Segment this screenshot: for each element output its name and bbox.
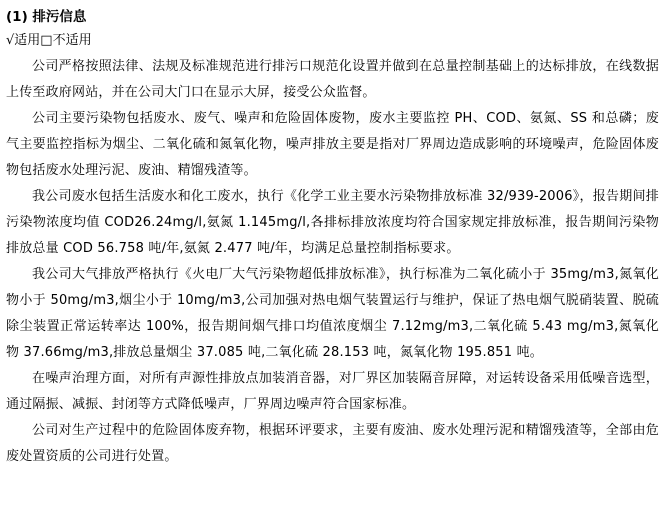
paragraph-air-emissions: 我公司大气排放严格执行《火电厂大气污染物超低排放标准》，执行标准为二氧化硫小于 35mg/m3,氮氧化物小于 50mg/m3,烟尘小于 10mg/m3,公司加强对热电烟气装置运行与维护，保证了热电烟气脱硝装置、脱硫除尘装置正常运转率达 100%，报告期间烟气排口均值浓度烟尘 7.12mg/m3,二氧化硫 5.43 mg/m3,氮氧化物 37.66mg/m3,排放总量烟尘 37.085 吨,二氧化硫 28.153 吨，氮氧化物 195.851 吨。 [6, 267, 659, 360]
section-heading: (1) 排污信息 [6, 9, 87, 25]
paragraph-hazardous-waste: 公司对生产过程中的危险固体废弃物，根据环评要求，主要有废油、废水处理污泥和精馏残渣等，全部由危废处置资质的公司进行处置。 [6, 423, 659, 464]
paragraph-noise-control: 在噪声治理方面，对所有声源性排放点加装消音器，对厂界区加装隔音屏障，对运转设备采用低噪音选型，通过隔振、减振、封闭等方式降低噪声，厂界周边噪声符合国家标准。 [6, 371, 659, 412]
applicability-checkbox-line: √适用□不适用 [6, 33, 92, 48]
paragraph-wastewater: 我公司废水包括生活废水和化工废水，执行《化学工业主要水污染物排放标准 32/939-2006》，报告期间排污染物浓度均值 COD26.24mg/l,氨氮 1.145mg/l,各排标排放浓度均符合国家规定排放标准，报告期间污染物排放总量 COD 56.758 吨/年,氨氮 2.477 吨/年，均满足总量控制指标要求。 [6, 189, 659, 256]
paragraph-compliance: 公司严格按照法律、法规及标准规范进行排污口规范化设置并做到在总量控制基础上的达标排放，在线数据上传至政府网站，并在公司大门口在显示大屏，接受公众监督。 [6, 59, 659, 100]
paragraph-main-pollutants: 公司主要污染物包括废水、废气、噪声和危险固体废物，废水主要监控 PH、COD、氨氮、SS 和总磷；废气主要监控指标为烟尘、二氧化硫和氮氧化物，噪声排放主要是指对厂界周边造成影响的环境噪声，危险固体废物包括废水处理污泥、废油、精馏残渣等。 [6, 111, 659, 178]
